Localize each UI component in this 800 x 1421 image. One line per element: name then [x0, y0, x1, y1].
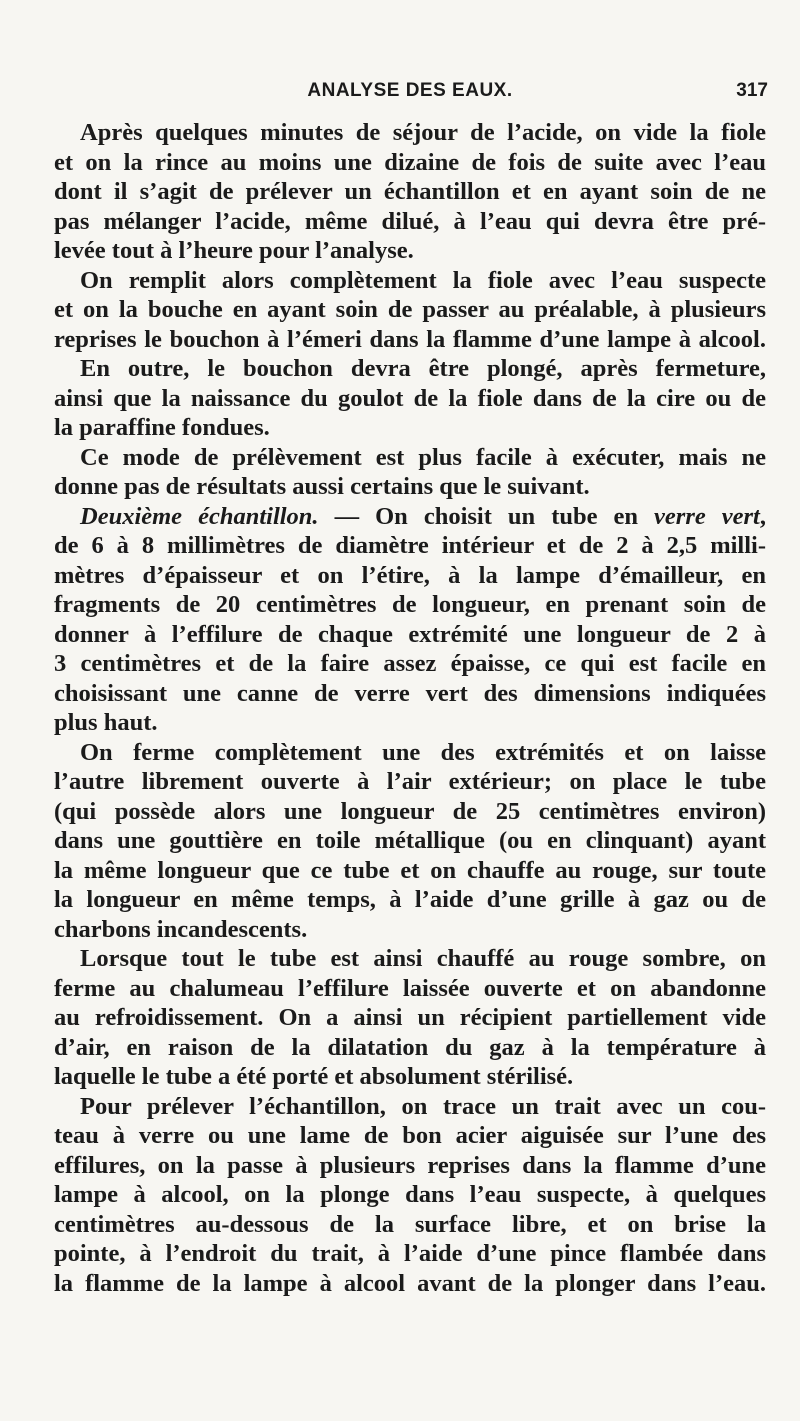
text-line: Après quelques minutes de séjour de l’acide, on vide la fiole: [80, 119, 766, 146]
text-line: et on la bouche en ayant soin de passer au préalable, à plusieurs: [54, 296, 766, 323]
text-line: pas mélanger l’acide, même dilué, à l’eau qui devra être pré-: [54, 207, 766, 235]
text-line: On ferme complètement une des extrémités et on laisse: [80, 738, 766, 766]
text-line: effilures, on la passe à plusieurs reprises dans la flamme d’une: [54, 1151, 766, 1179]
text-line: la paraffine fondues.: [54, 414, 270, 441]
section-heading: Deuxième échantillon.: [80, 502, 319, 530]
text-line: laquelle le tube a été porté et absolument stérilisé.: [54, 1063, 574, 1090]
heading-comma: ,: [759, 502, 766, 530]
text-line: Pour prélever l’échantillon, on trace un trait avec un cou-: [80, 1092, 766, 1120]
text-line: dont il s’agit de prélever un échantillon et en ayant soin de ne: [54, 178, 766, 205]
text-line: de 6 à 8 millimètres de diamètre intérieur et de 2 à 2,5 milli-: [54, 532, 766, 559]
body-text: [54, 118, 766, 1298]
text-line: (qui possède alors une longueur de 25 centimètres environ): [54, 797, 766, 825]
text-line: l’autre librement ouverte à l’air extérieur; on place le tube: [54, 768, 766, 795]
text-line: levée tout à l’heure pour l’analyse.: [54, 237, 414, 264]
section-heading-line: [54, 502, 766, 532]
text-line: mètres d’épaisseur et on l’étire, à la lampe d’émailleur, en: [54, 561, 766, 589]
running-title: ANALYSE DES EAUX.: [307, 80, 513, 101]
text-line: lampe à alcool, on la plonge dans l’eau suspecte, à quelques: [54, 1181, 766, 1208]
text-line: Lorsque tout le tube est ainsi chauffé au rouge sombre, on: [80, 945, 766, 972]
heading-continuation: — On choisit un tube en: [318, 502, 655, 530]
text-line: 3 centimètres et de la faire assez épaisse, ce qui est facile en: [54, 650, 766, 677]
text-line: teau à verre ou une lame de bon acier aiguisée sur l’une des: [54, 1122, 766, 1149]
text-line: la flamme de la lampe à alcool avant de la plonger dans l’eau.: [54, 1269, 766, 1297]
text-line: reprises le bouchon à l’émeri dans la flamme d’une lampe à alcool.: [54, 325, 766, 353]
text-line: On remplit alors complètement la fiole avec l’eau suspecte: [80, 266, 766, 294]
text-line: centimètres au-dessous de la surface libre, et on brise la: [54, 1210, 766, 1238]
text-line: charbons incandescents.: [54, 915, 308, 943]
text-line: choisissant une canne de verre vert des dimensions indiquées: [54, 679, 766, 707]
emphasis-verre-vert: verre vert: [654, 502, 760, 530]
text-line: Ce mode de prélèvement est plus facile à exécuter, mais ne: [80, 443, 766, 471]
text-line: dans une gouttière en toile métallique (ou en clinquant) ayant: [54, 827, 766, 854]
text-line: fragments de 20 centimètres de longueur, en prenant soin de: [54, 591, 766, 618]
text-line: ainsi que la naissance du goulot de la fiole dans de la cire ou de: [54, 384, 766, 412]
text-line: donner à l’effilure de chaque extrémité une longueur de 2 à: [54, 620, 766, 648]
text-line: ferme au chalumeau l’effilure laissée ouverte et on abandonne: [54, 974, 766, 1002]
text-line: au refroidissement. On a ainsi un récipient partiellement vide: [54, 1004, 766, 1031]
text-line: plus haut.: [54, 709, 158, 736]
text-line: la même longueur que ce tube et on chauffe au rouge, sur toute: [54, 856, 766, 884]
page-number: 317: [736, 80, 768, 101]
text-line: la longueur en même temps, à l’aide d’une grille à gaz ou de: [54, 886, 766, 913]
text-line: d’air, en raison de la dilatation du gaz à la température à: [54, 1033, 766, 1061]
text-line: et on la rince au moins une dizaine de fois de suite avec l’eau: [54, 148, 766, 176]
text-line: En outre, le bouchon devra être plongé, après fermeture,: [80, 355, 766, 382]
page-header: [52, 80, 768, 110]
text-line: pointe, à l’endroit du trait, à l’aide d’une pince flambée dans: [54, 1240, 766, 1267]
text-line: donne pas de résultats aussi certains que le suivant.: [54, 473, 590, 500]
